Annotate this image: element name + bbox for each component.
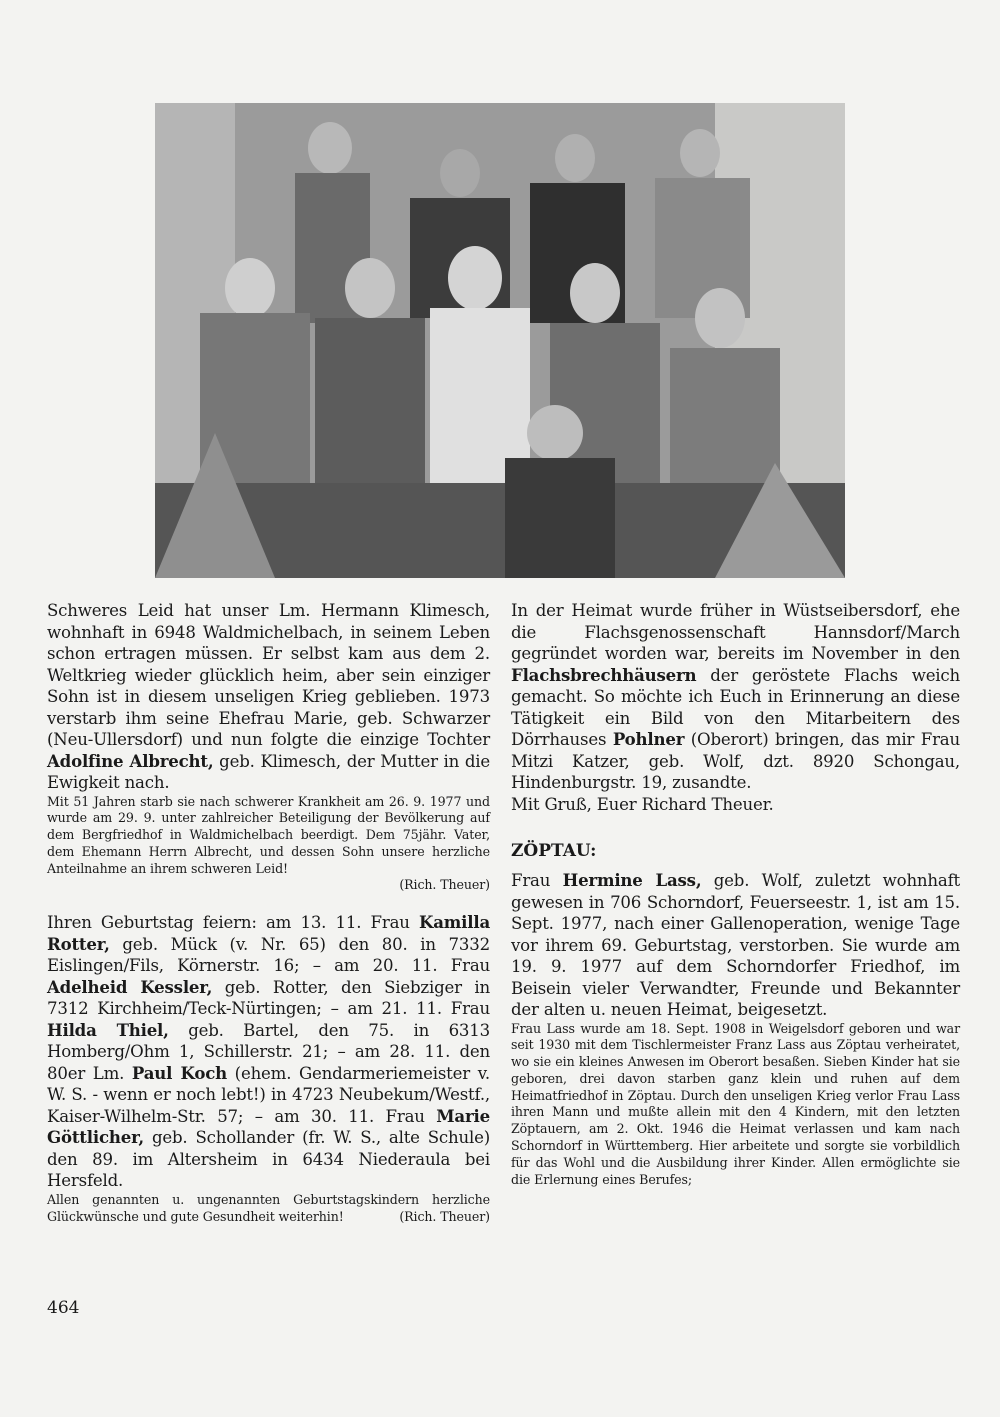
bold-name: Flachsbrechhäusern [511,664,697,685]
group-photo-flax-workers [155,103,845,578]
text-run: geb. Klimesch, der Mutter in die Ewigkeit nach. [47,751,491,792]
text-run: Schweres Leid hat unser Lm. Hermann Klimesch, wohnhaft in 6948 Waldmichelbach, in seinem Leben schon ertragen müssen. Er selbst kam aus dem 2. Weltkrieg wieder glücklich heim, aber sein einziger Sohn ist in diesem unseligen Krieg geblieben. 1973 verstarb ihm seine Ehefrau Marie, geb. Schwarzer (Neu-Ullersdorf) und nun folgte die einzige Tochter [47,601,490,749]
text-run: (Oberort) bringen, das mir Frau Mitzi Katzer, geb. Wolf, dzt. 8920 Schongau, Hindenburgstr. 19, zusandte. [511,730,960,792]
bold-name: Pohlner [612,729,685,749]
text-run: geb. Mück (v. Nr. 65) den 80. in 7332 Eislingen/Fils, Körnerstr. 16; – am 20. 11. Frau [47,934,490,976]
text-run: Ihren Geburtstag feiern: am 13. 11. Frau [47,913,419,933]
right-column [511,600,960,1188]
text-run: Allen genannten u. ungenannten Geburtstagskindern herzliche Glückwünsche und gute Gesundheit weiterhin! [47,1191,490,1224]
bold-name: Adelheid Kessler, [47,976,213,997]
text-run: In der Heimat wurde früher in Wüstseibersdorf, ehe die Flachsgenossenschaft Hannsdorf/March gegründet worden war, bereits im November in den [511,601,960,663]
page-number: 464 [47,1298,80,1318]
bold-name: Marie Göttlicher, [47,1105,490,1148]
lass-biography-note [511,1021,960,1189]
albrecht-funeral-note [47,794,490,878]
text-run: geb. Schollander (fr. W. S., alte Schule) den 89. im Altersheim in 6434 Niederaula bei Hersfeld. [47,1128,490,1191]
text-run: (ehem. Gendarmeriemeister v. W. S. - wenn er noch lebt!) in 4723 Neubekum/Westf., Kaiser-Wilhelm-Str. 57; – am 30. 11. Frau [47,1063,490,1126]
signature-rich-theuer-2: (Rich. Theuer) [399,1208,490,1224]
text-run: geb. Rotter, den Siebziger in 7312 Kirchheim/Teck-Nürtingen; – am 21. 11. Frau [47,977,491,1019]
text-run: Frau Lass wurde am 18. Sept. 1908 in Weigelsdorf geboren und war seit 1930 mit dem Tischlermeister Franz Lass aus Zöptau verheiratet, wo sie ein kleines Anwesen im Oberort besaßen. Sieben Kinder hat sie geboren, drei davon starben ganz klein und ruhen auf dem Heimatfriedhof in Zöptau. Durch den unseligen Krieg verlor Frau Lass ihren Mann und mußte allein mit den 4 Kindern, mit den letzten Zöptauern, am 2. Okt. 1946 die Heimat verlassen und kam nach Schorndorf in Württemberg. Hier arbeitete und sorgte sie vorbildlich für das Wohl und die Ausbildung ihrer Kinder. Allen ermöglichte sie die Erlernung eines Berufes; [511,1020,960,1187]
lass-obituary-paragraph [511,870,960,1021]
section-heading-zoeptau: ZÖPTAU: [511,841,597,861]
bold-name: Kamilla Rotter, [47,912,490,954]
greeting-line: Mit Gruß, Euer Richard Theuer. [511,794,774,814]
bold-name: Hilda Thiel, [47,1019,169,1040]
text-run: geb. Wolf, zuletzt wohnhaft gewesen in 706 Schorndorf, Feuerseestr. 1, ist am 15. Sept. 1977, nach einer Gallenoperation, wenige Tage vor ihrem 69. Geburtstag, verstorben. Sie wurde am 19. 9. 1977 auf dem Schorndorfer Friedhof, im Beisein vieler Verwandter, Freunde und Bekannter der alten u. neuen Heimat, beigesetzt. [511,871,961,1019]
left-column [47,600,490,1225]
text-run: geb. Bartel, den 75. in 6313 Homberg/Ohm 1, Schillerstr. 21; – am 28. 11. den 80er Lm. [47,1020,490,1083]
photo-illustration [155,103,845,578]
bold-name: Adolfine Albrecht, [47,750,214,771]
text-run: der geröstete Flachs weich gemacht. So möchte ich Euch in Erinnerung an diese Tätigkeit ein Bild von den Mitarbeitern des Dörrhauses [511,665,960,749]
bold-name: Hermine Lass, [562,870,702,890]
birthdays-paragraph [47,912,490,1192]
signature-rich-theuer: (Rich. Theuer) [399,877,490,893]
bold-name: Paul Koch [131,1062,227,1083]
text-run: Frau [511,871,563,890]
klimesch-obituary-paragraph [47,600,490,794]
flax-photo-description [511,600,960,794]
text-run: Mit 51 Jahren starb sie nach schwerer Krankheit am 26. 9. 1977 und wurde am 29. 9. unter zahlreicher Beteiligung der Bevölkerung auf dem Bergfriedhof in Waldmichelbach beerdigt. Dem 75jähr. Vater, dem Ehemann Herrn Albrecht, und dessen Sohn unsere herzliche Anteilnahme an ihrem schweren Leid! [47,793,490,876]
